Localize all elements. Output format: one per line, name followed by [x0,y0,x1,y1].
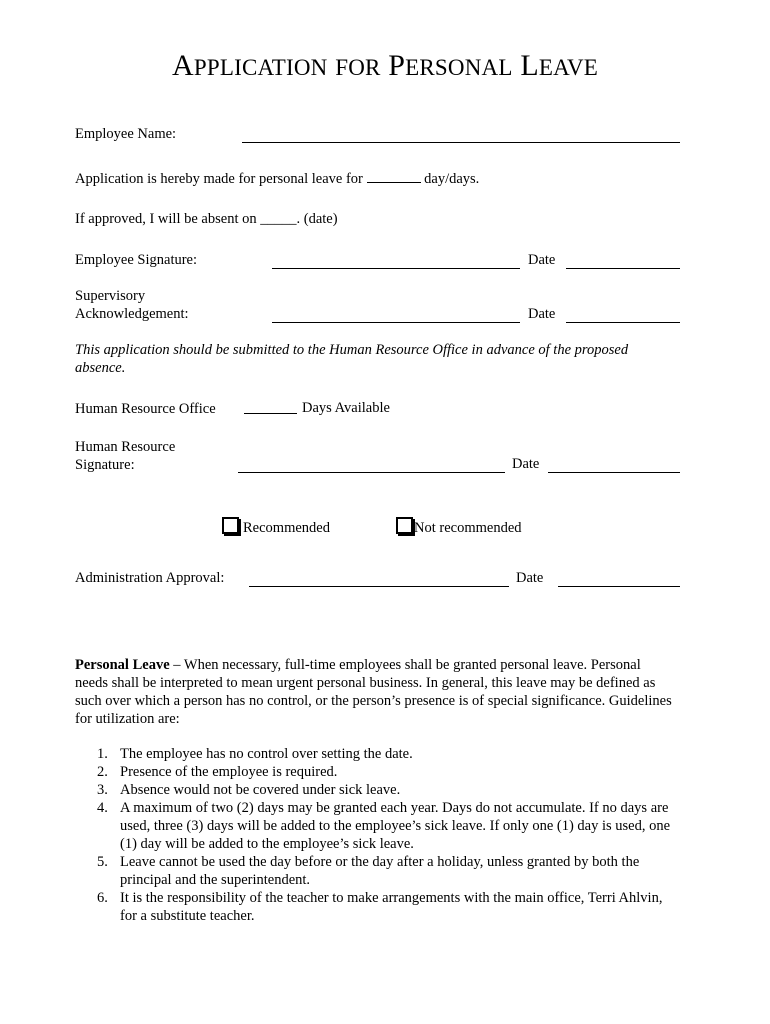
days-available-label: Days Available [302,400,390,416]
employee-signature-date-field[interactable] [566,268,680,269]
absent-date-field[interactable]: _____ [260,211,297,227]
hr-signature-date-label: Date [512,456,540,472]
admin-approval-label: Administration Approval: [75,570,225,586]
list-item: 2. Presence of the employee is required. [97,764,338,780]
personal-leave-heading: Personal Leave [75,657,170,673]
admin-approval-date-label: Date [516,570,544,586]
supervisory-date-field[interactable] [566,322,680,323]
hr-signature-date-field[interactable] [548,472,680,473]
absent-date-row: If approved, I will be absent on _____. (date) [75,211,338,227]
application-days-row: Application is hereby made for personal leave for day/days. [75,168,479,188]
hr-office-label: Human Resource Office [75,401,216,417]
list-item: 6. It is the responsibility of the teacher to make arrangements with the main office, Terri Ahlvin, for a substitute teacher. [97,890,663,924]
days-available-field[interactable] [244,413,297,414]
list-item: 5. Leave cannot be used the day before or the day after a holiday, unless granted by both the principal and the superintendent. [97,854,640,888]
supervisory-label-line2: Acknowledgement: [75,306,189,322]
recommended-checkbox[interactable] [222,517,239,534]
personal-leave-body: – When necessary, full-time employees shall be granted personal leave. Personal needs shall be interpreted to mean urgent personal business. In general, this leave may be defined as such over which a person has no control, or the person’s presence is of special significance. Guidelines for utilization are: [75,657,672,727]
supervisory-signature-field[interactable] [272,322,520,323]
form-title: APPLICATION FOR PERSONAL LEAVE [172,49,598,82]
hr-signature-label-line1: Human Resource [75,439,176,455]
hr-signature-label-line2: Signature: [75,457,135,473]
employee-signature-date-label: Date [528,252,556,268]
guidelines-list [75,745,675,925]
admin-approval-date-field[interactable] [558,586,680,587]
recommended-option[interactable]: Recommended [222,517,330,537]
days-requested-field[interactable] [367,168,421,183]
list-item: 3. Absence would not be covered under sick leave. [97,782,401,798]
employee-name-field[interactable] [242,142,680,143]
submission-notice: This application should be submitted to the Human Resource Office in advance of the proposed absence. [75,342,629,376]
hr-signature-field[interactable] [238,472,505,473]
list-item: 1. The employee has no control over setting the date. [97,746,413,762]
admin-approval-field[interactable] [249,586,509,587]
employee-name-label: Employee Name: [75,126,177,142]
list-item: 4. A maximum of two (2) days may be granted each year. Days do not accumulate. If no days are used, three (3) days will be added to the employee’s sick leave. If only one (1) day is used, one (1) day will be added to the employee’s sick leave. [97,800,671,852]
supervisory-label-line1: Supervisory [75,288,146,304]
not-recommended-checkbox[interactable] [396,517,413,534]
employee-signature-label: Employee Signature: [75,252,198,268]
personal-leave-policy [75,656,675,728]
supervisory-date-label: Date [528,306,556,322]
employee-signature-field[interactable] [272,268,520,269]
not-recommended-option[interactable]: Not recommended [396,517,522,537]
